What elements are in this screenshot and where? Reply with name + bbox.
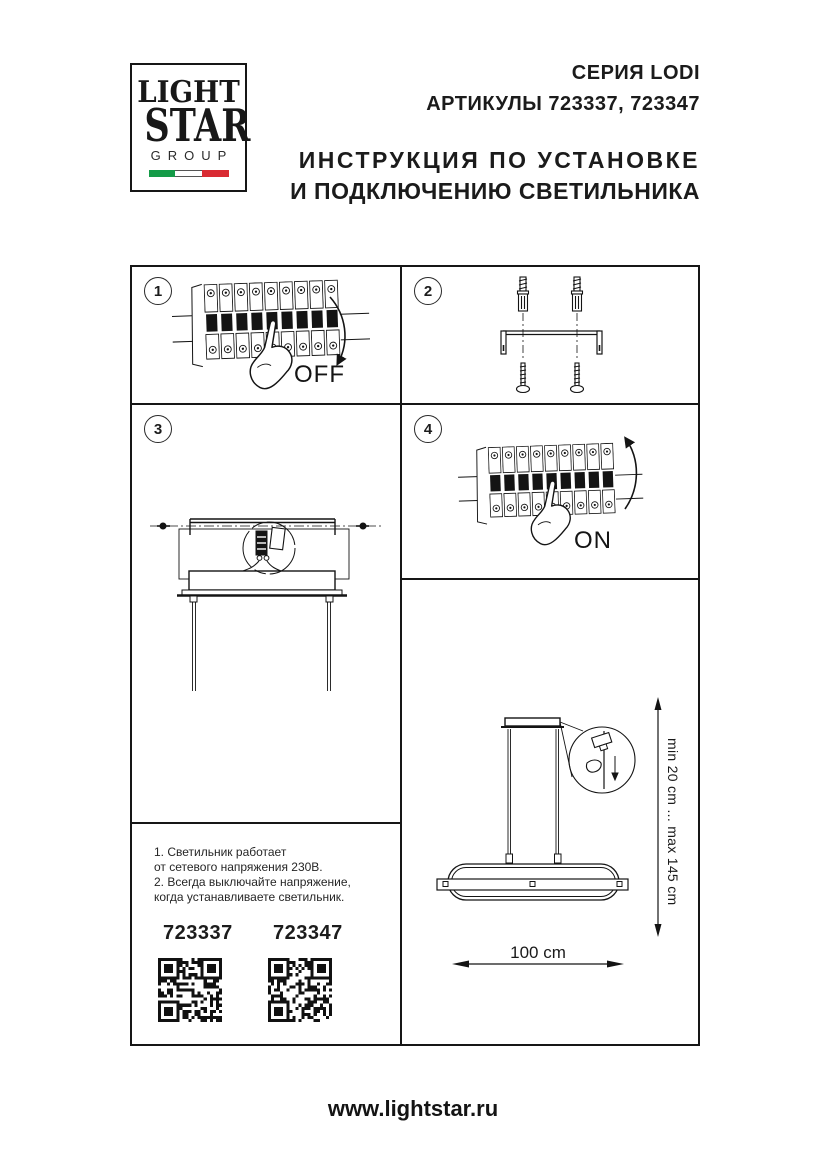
- note-line: от сетевого напряжения 230В.: [154, 860, 323, 874]
- suspension-cables: [193, 602, 331, 691]
- vertical-dimension: [655, 697, 662, 937]
- article-number-left: 723337: [163, 922, 233, 944]
- suspension-cables: [508, 729, 559, 854]
- safety-notes: [154, 845, 351, 905]
- logo-word-light: LIGHT: [137, 75, 240, 110]
- lamp-body: [437, 864, 628, 900]
- italian-flag-icon: [149, 170, 229, 177]
- step-3-badge: 3: [144, 415, 172, 443]
- cable-adjuster-magnifier: [560, 722, 635, 793]
- flag-red: [202, 170, 229, 177]
- breaker-off-diagram: [132, 267, 400, 403]
- canopy-icon: [189, 571, 335, 590]
- notes-panel: [130, 822, 402, 1046]
- wiring-detail-magnifier: [243, 522, 295, 574]
- article-number-right: 723347: [273, 922, 343, 944]
- qr-code-right: [268, 958, 332, 1022]
- header-title-block: [290, 62, 700, 205]
- note-line: 1. Светильник работает: [154, 845, 287, 859]
- canopy-icon: [505, 718, 560, 726]
- ceiling-mount-diagram: [132, 405, 400, 822]
- step-2-panel: [400, 265, 700, 405]
- step-3-panel: [130, 403, 402, 824]
- qr-code-left: [158, 958, 222, 1022]
- logo-word-star: STAR: [144, 99, 251, 152]
- screw-icon: [517, 363, 530, 393]
- instruction-title-line1: ИНСТРУКЦИЯ ПО УСТАНОВКЕ: [298, 147, 700, 173]
- on-label: ON: [574, 527, 612, 554]
- step-4-badge: 4: [414, 415, 442, 443]
- wall-anchor-icon: [572, 277, 583, 311]
- instruction-title-line2: И ПОДКЛЮЧЕНИЮ СВЕТИЛЬНИКА: [290, 178, 700, 204]
- breaker-on-diagram: [402, 405, 698, 578]
- height-range-label: min 20 cm ... max 145 cm: [665, 738, 681, 906]
- lightstar-logo: [130, 63, 251, 192]
- flag-white: [175, 170, 202, 177]
- mounting-hardware-diagram: [402, 267, 698, 403]
- hand-icon: [586, 760, 601, 772]
- step-1-badge: 1: [144, 277, 172, 305]
- articles-title: АРТИКУЛЫ 723337, 723347: [426, 93, 700, 115]
- series-title: СЕРИЯ LODI: [571, 62, 700, 84]
- width-label: 100 cm: [510, 943, 566, 962]
- note-line: когда устанавливаете светильник.: [154, 890, 345, 904]
- small-arrow-down-icon: [612, 773, 618, 780]
- website-url: www.lightstar.ru: [327, 1096, 499, 1121]
- screw-icon: [571, 363, 584, 393]
- flag-green: [149, 170, 176, 177]
- off-label: OFF: [294, 361, 345, 388]
- mounting-bracket-icon: [501, 331, 602, 354]
- pendant-lamp-diagram: [402, 580, 698, 1044]
- wall-anchor-icon: [518, 277, 529, 311]
- pendant-lamp-panel: [400, 578, 700, 1046]
- note-line: 2. Всегда выключайте напряжение,: [154, 875, 351, 889]
- step-1-panel: [130, 265, 402, 405]
- step-2-badge: 2: [414, 277, 442, 305]
- step-4-panel: [400, 403, 700, 580]
- logo-word-group: GROUP: [150, 148, 234, 163]
